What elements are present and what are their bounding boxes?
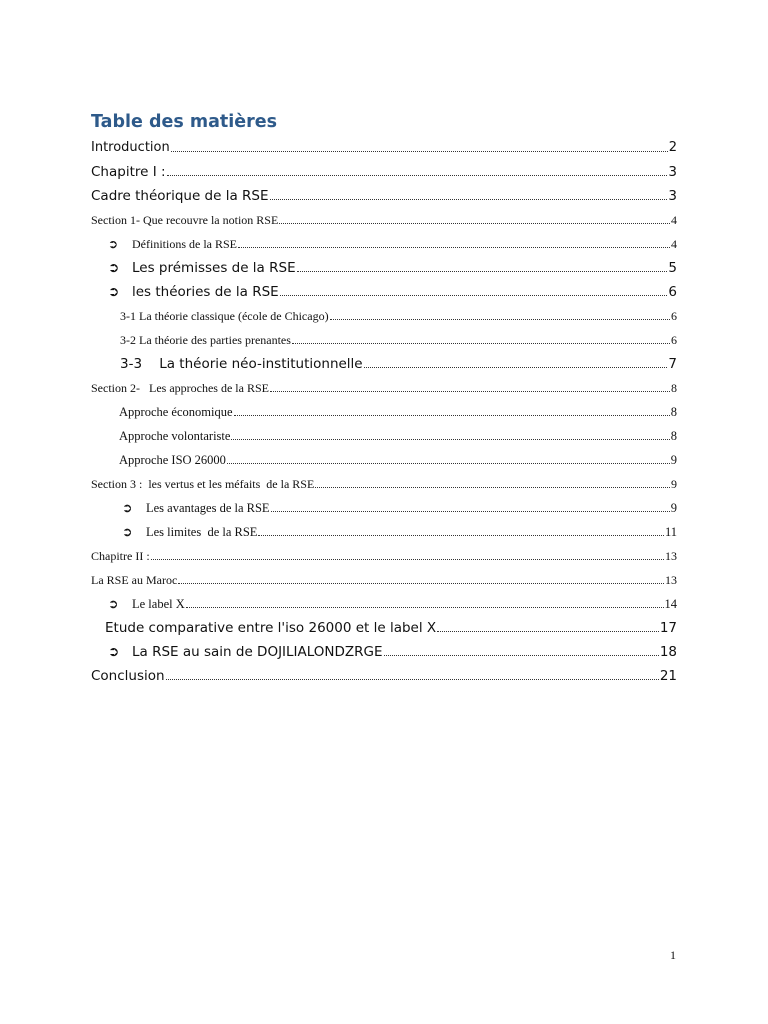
page-number: 1 (670, 948, 676, 962)
toc-entry[interactable] (108, 232, 677, 252)
toc-page-number: 5 (668, 260, 677, 276)
toc-leader-dots (384, 654, 659, 656)
toc-entry-text: Section 2- Les approches de la RSE (91, 381, 269, 395)
toc-entry[interactable] (91, 664, 677, 684)
toc-entry-text: Les limites de la RSE (146, 525, 258, 539)
toc-leader-dots (171, 150, 668, 152)
toc-leader-dots (297, 270, 668, 272)
toc-entry-text: Chapitre I : (91, 164, 166, 180)
toc-page-number: 4 (671, 237, 677, 251)
toc-leader-dots (258, 534, 664, 536)
toc-entry-text: Les prémisses de la RSE (132, 260, 296, 276)
toc-entry[interactable] (108, 280, 677, 300)
toc-leader-dots (231, 438, 669, 440)
toc-entry-text: 3-2 La théorie des parties prenantes (120, 333, 291, 347)
toc-page-number: 8 (670, 405, 677, 419)
toc-entry[interactable] (91, 136, 677, 156)
toc-page-number: 11 (664, 525, 677, 539)
toc-page-number: 9 (670, 453, 677, 467)
toc-leader-dots (364, 366, 668, 368)
toc-page-number: 2 (668, 140, 677, 155)
toc-entry[interactable] (120, 352, 677, 372)
toc-page-number: 6 (671, 333, 677, 347)
toc-entry[interactable] (91, 208, 677, 228)
toc-entry-text: Approche ISO 26000 (119, 453, 226, 467)
toc-entry-text: Conclusion (91, 668, 165, 684)
toc-leader-dots (330, 318, 670, 320)
toc-page-number: 9 (671, 477, 677, 491)
toc-entry-text: Approche économique (119, 405, 233, 419)
toc-page-number: 13 (665, 573, 677, 587)
toc-title: Table des matières (91, 112, 278, 132)
toc-leader-dots (151, 558, 664, 560)
toc-entry-text: Approche volontariste (119, 429, 231, 443)
toc-leader-dots (167, 174, 668, 176)
toc-leader-dots (271, 510, 670, 512)
toc-entry[interactable] (105, 616, 677, 636)
toc-entry-text: Le label X (132, 597, 185, 611)
toc-entry[interactable] (91, 376, 677, 396)
toc-leader-dots (178, 582, 664, 584)
toc-leader-dots (437, 630, 659, 632)
arrow-bullet-icon: ➲ (108, 644, 120, 660)
toc-leader-dots (315, 486, 670, 488)
toc-entry[interactable] (108, 592, 677, 612)
toc-entry-text: Cadre théorique de la RSE (91, 188, 269, 204)
toc-leader-dots (270, 198, 668, 200)
arrow-bullet-icon: ➲ (108, 284, 120, 300)
toc-page-number: 18 (659, 644, 677, 660)
toc-page-number: 6 (671, 309, 677, 323)
toc-page-number: 3 (668, 164, 677, 180)
toc-leader-dots (270, 390, 670, 392)
toc-leader-dots (280, 294, 668, 296)
arrow-bullet-icon: ➲ (122, 501, 133, 515)
toc-entry[interactable] (108, 640, 677, 660)
toc-entry[interactable] (91, 544, 677, 564)
toc-entry-text: Chapitre II : (91, 549, 150, 563)
toc-entry[interactable] (119, 448, 677, 468)
toc-page-number: 8 (670, 429, 677, 443)
toc-page-number: 8 (671, 381, 677, 395)
arrow-bullet-icon: ➲ (108, 237, 119, 251)
toc-entry[interactable] (120, 328, 677, 348)
toc-entry[interactable] (122, 520, 677, 540)
toc-leader-dots (279, 222, 670, 224)
toc-leader-dots (186, 606, 664, 608)
toc-entry[interactable] (108, 256, 677, 276)
arrow-bullet-icon: ➲ (108, 597, 119, 611)
toc-entry[interactable] (119, 400, 677, 420)
toc-page-number: 7 (668, 356, 677, 372)
toc-page-number: 3 (668, 188, 677, 204)
toc-page-number: 14 (664, 597, 677, 611)
toc-entry-text: Section 3 : les vertus et les méfaits de la RSE (91, 477, 315, 491)
toc-page-number: 4 (671, 213, 677, 227)
toc-entry[interactable] (120, 304, 677, 324)
toc-entry[interactable] (122, 496, 677, 516)
toc-entry[interactable] (91, 472, 677, 492)
toc-leader-dots (227, 462, 670, 464)
toc-leader-dots (292, 342, 670, 344)
toc-entry-text: La RSE au Maroc (91, 573, 178, 587)
toc-leader-dots (238, 246, 670, 248)
toc-entry[interactable] (119, 424, 677, 444)
toc-entry-text: Définitions de la RSE (132, 237, 237, 251)
toc-entry-text: 3-1 La théorie classique (école de Chicago) (120, 309, 329, 323)
toc-leader-dots (166, 678, 659, 680)
toc-page-number: 9 (670, 501, 677, 515)
toc-entry-text: Introduction (91, 140, 170, 155)
toc-entry-text: Les avantages de la RSE (146, 501, 270, 515)
toc-entry-text: les théories de la RSE (132, 284, 279, 300)
toc-entry-text: 3-3 La théorie néo-institutionnelle (120, 356, 363, 372)
toc-page-number: 21 (659, 668, 677, 684)
toc-page-number: 13 (665, 549, 677, 563)
toc-entry-text: La RSE au sain de DOJILIALONDZRGE (132, 644, 383, 660)
arrow-bullet-icon: ➲ (122, 525, 133, 539)
toc-entry[interactable] (91, 184, 677, 204)
toc-entry-text: Etude comparative entre l'iso 26000 et le label X (105, 620, 437, 636)
toc-entry[interactable] (91, 568, 677, 588)
toc-page-number: 6 (668, 284, 677, 300)
toc-page-number: 17 (659, 620, 677, 636)
toc-entry[interactable] (91, 160, 677, 180)
toc-leader-dots (234, 414, 670, 416)
arrow-bullet-icon: ➲ (108, 260, 120, 276)
toc-entry-text: Section 1- Que recouvre la notion RSE (91, 213, 279, 227)
